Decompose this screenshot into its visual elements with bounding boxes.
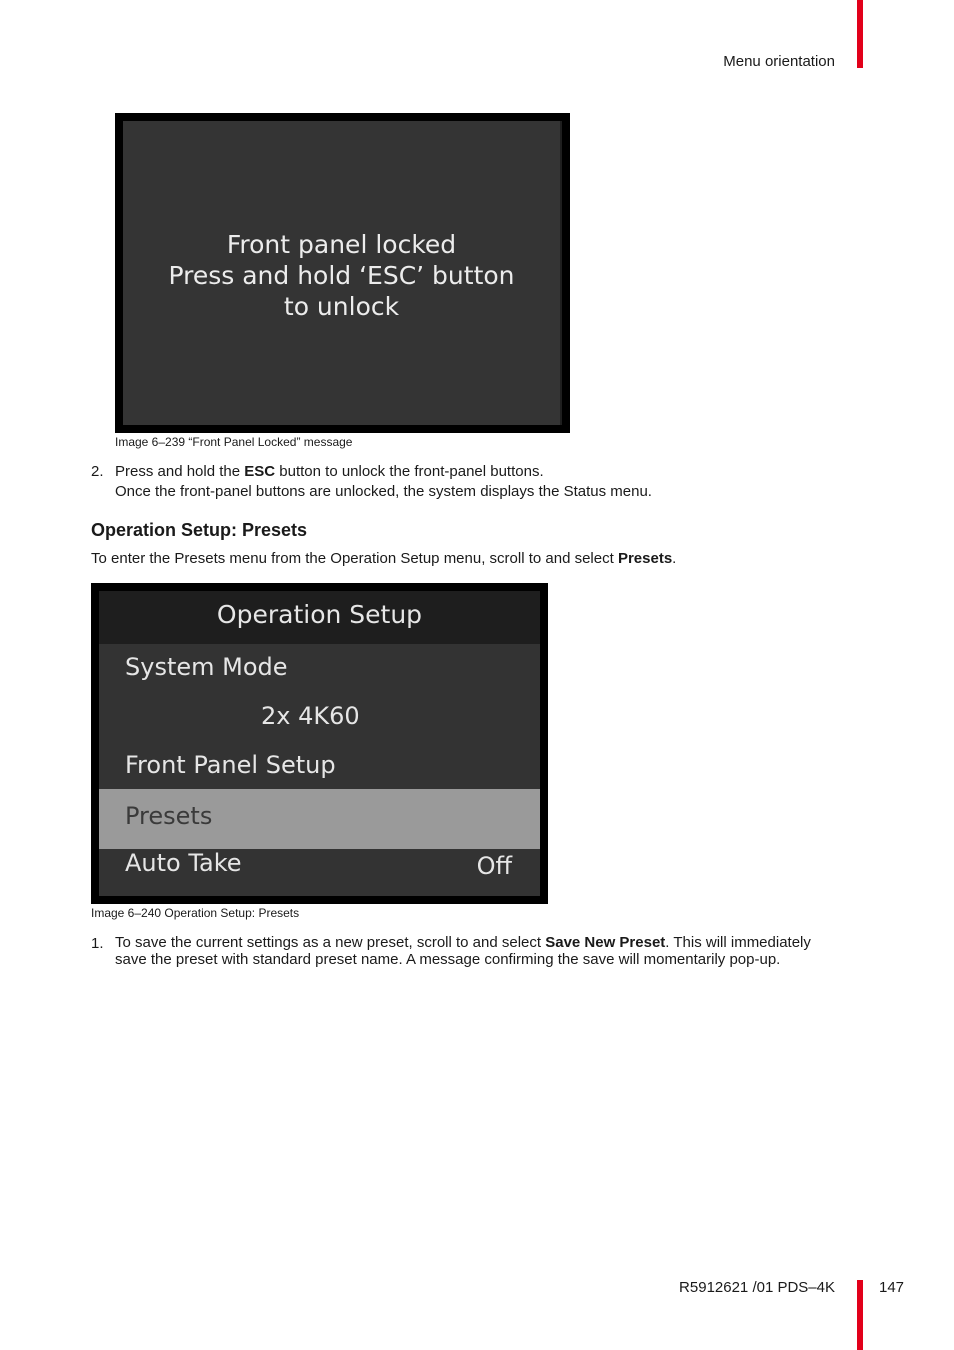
step-text-post: . This will immediately bbox=[665, 934, 811, 951]
section-heading: Operation Setup: Presets bbox=[91, 520, 308, 540]
menu-item-label: Auto Take bbox=[125, 849, 242, 877]
step-text-bold: Save New Preset bbox=[545, 934, 666, 951]
step-text-bold: ESC bbox=[244, 463, 276, 480]
step-number: 1. bbox=[91, 935, 104, 952]
header-accent-bar bbox=[857, 0, 863, 68]
section-intro bbox=[91, 549, 871, 569]
menu-item-system-mode bbox=[99, 653, 540, 693]
lock-message-line: to unlock bbox=[283, 292, 400, 321]
menu-item-system-mode-value bbox=[99, 702, 540, 742]
step-text bbox=[115, 934, 860, 968]
screen-display bbox=[123, 121, 562, 425]
menu-item-value: Off bbox=[476, 852, 512, 880]
lock-message-line: Front panel locked bbox=[226, 230, 457, 259]
running-header: Menu orientation bbox=[723, 53, 835, 70]
figure-caption: Image 6–239 “Front Panel Locked” message bbox=[115, 435, 353, 449]
step-text-line2: save the preset with standard preset name. A message confirming the save will momentarily pop-up. bbox=[115, 951, 781, 968]
step-number: 2. bbox=[91, 463, 104, 480]
operation-setup-screenshot bbox=[91, 583, 548, 904]
menu-item-label: System Mode bbox=[125, 653, 288, 681]
lock-message bbox=[123, 229, 560, 322]
intro-post: . bbox=[672, 550, 677, 567]
screen-display bbox=[99, 591, 540, 896]
footer-accent-bar bbox=[857, 1280, 863, 1350]
menu-item-label: Presets bbox=[125, 802, 213, 830]
lock-message-line: Press and hold ‘ESC’ button bbox=[168, 261, 515, 290]
menu-title: Operation Setup bbox=[99, 591, 540, 644]
intro-pre: To enter the Presets menu from the Operation Setup menu, scroll to and select bbox=[91, 550, 618, 567]
intro-bold: Presets bbox=[617, 550, 673, 567]
step-text-post: button to unlock the front-panel buttons. bbox=[275, 463, 544, 480]
page-number: 147 bbox=[879, 1279, 905, 1296]
step-text-line2: Once the front-panel buttons are unlocked, the system displays the Status menu. bbox=[115, 483, 652, 500]
menu-item-value: 2x 4K60 bbox=[261, 702, 360, 730]
menu-item-front-panel-setup bbox=[99, 751, 540, 791]
menu-item-presets bbox=[99, 789, 540, 849]
step-text-pre: Press and hold the bbox=[115, 463, 245, 480]
step-text-pre: To save the current settings as a new preset, scroll to and select bbox=[115, 934, 546, 951]
figure-caption: Image 6–240 Operation Setup: Presets bbox=[91, 906, 300, 920]
menu-item-auto-take bbox=[99, 849, 540, 889]
menu-item-label: Front Panel Setup bbox=[125, 751, 336, 779]
step-text bbox=[115, 462, 855, 502]
document-id: R5912621 /01 PDS–4K bbox=[679, 1279, 835, 1296]
front-panel-locked-screenshot bbox=[115, 113, 570, 433]
